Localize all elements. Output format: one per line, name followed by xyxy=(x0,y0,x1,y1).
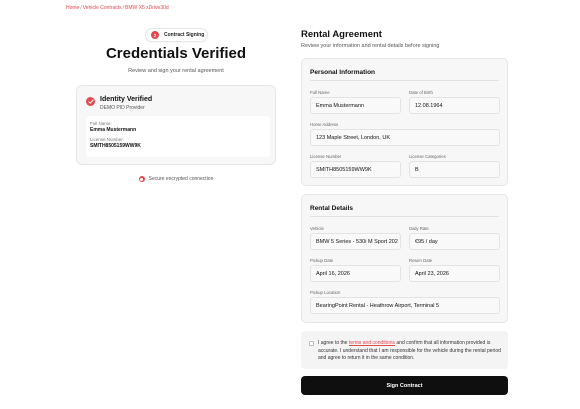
license-categories-field[interactable]: B xyxy=(409,161,500,178)
identity-card xyxy=(76,85,276,165)
daily-rate-label: Daily Rate xyxy=(409,226,429,231)
return-date-label: Return Date xyxy=(409,258,433,263)
address-field[interactable]: 123 Maple Street, London, UK xyxy=(310,129,500,146)
step-number: 2 xyxy=(151,31,159,39)
identity-license-value: SMITH8505159WW9K xyxy=(90,143,141,149)
breadcrumb-current: BMW X5 xDrive30d xyxy=(125,5,169,11)
terms-prefix: I agree to the xyxy=(318,340,349,346)
dob-label: Date of Birth xyxy=(409,90,433,95)
vehicle-label: Vehicle xyxy=(310,226,324,231)
breadcrumb-vehicle-contracts[interactable]: Vehicle Contracts xyxy=(82,5,122,11)
return-date-field[interactable]: April 23, 2026 xyxy=(409,265,500,282)
shield-icon xyxy=(139,176,145,182)
rental-details-title: Rental Details xyxy=(310,205,353,212)
pickup-location-label: Pickup Location xyxy=(310,290,341,295)
page-subtitle: Review and sign your rental agreement xyxy=(128,68,224,74)
identity-name-value: Emma Mustermann xyxy=(90,127,137,133)
check-icon xyxy=(86,97,95,106)
breadcrumb: Home/Vehicle Contracts/BMW X5 xDrive30d xyxy=(66,5,169,11)
secure-text: Secure encrypted connection xyxy=(148,176,214,182)
divider xyxy=(310,80,499,81)
page-title: Credentials Verified xyxy=(105,45,247,62)
divider xyxy=(310,216,499,217)
secure-connection-note xyxy=(76,176,276,182)
license-number-field[interactable]: SMITH8505159WW9K xyxy=(310,161,401,178)
pickup-date-label: Pickup Date xyxy=(310,258,334,263)
dob-field[interactable]: 12.08.1964 xyxy=(409,97,500,114)
terms-text xyxy=(318,340,502,363)
full-name-label: Full Name xyxy=(310,90,330,95)
step-indicator xyxy=(145,28,208,42)
agreement-title: Rental Agreement xyxy=(301,29,382,40)
identity-title: Identity Verified xyxy=(100,96,153,103)
terms-link[interactable]: terms and conditions xyxy=(348,340,395,346)
pickup-location-field[interactable]: BearingPoint Rental - Heathrow Airport, Terminal 5 xyxy=(310,297,500,314)
license-number-label: License Number xyxy=(310,154,342,159)
pickup-date-field[interactable]: April 16, 2026 xyxy=(310,265,401,282)
terms-agreement xyxy=(301,331,508,369)
daily-rate-field[interactable]: €95 / day xyxy=(409,233,500,250)
sign-contract-button[interactable]: Sign Contract xyxy=(301,376,508,395)
full-name-field[interactable]: Emma Mustermann xyxy=(310,97,401,114)
terms-checkbox[interactable] xyxy=(309,341,314,346)
vehicle-field[interactable]: BMW 5 Series - 530i M Sport 202 xyxy=(310,233,401,250)
personal-info-panel xyxy=(301,58,508,186)
license-categories-label: License Categories xyxy=(409,154,446,159)
identity-details xyxy=(86,116,270,157)
address-label: Home Address xyxy=(310,122,339,127)
breadcrumb-home[interactable]: Home xyxy=(66,5,80,11)
agreement-subtitle: Review your information and rental details before signing xyxy=(301,43,440,49)
step-label: Contract Signing xyxy=(164,32,205,38)
personal-info-title: Personal Information xyxy=(310,69,376,76)
identity-provider: DEMO PID Provider xyxy=(100,105,145,111)
terms-suffix: and confirm that all information provided is accurate. I understand that I am responsible for the vehicle during the rental period and agree to return it in the same condition. xyxy=(318,340,501,361)
rental-details-panel xyxy=(301,194,508,323)
identity-name-label: Full Name: xyxy=(90,121,112,126)
identity-license-label: License Number: xyxy=(90,137,125,142)
